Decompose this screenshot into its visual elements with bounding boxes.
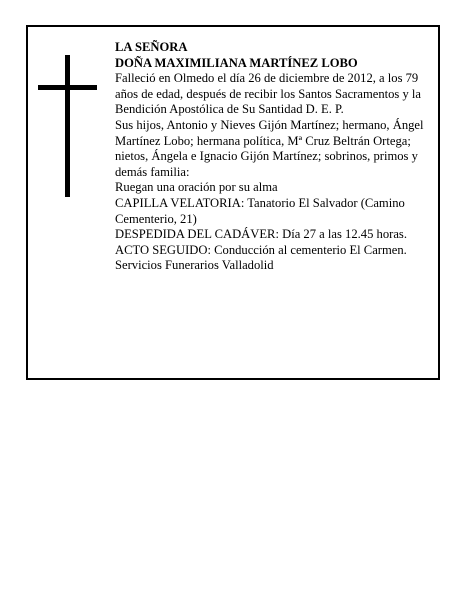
prayer-request: Ruegan una oración por su alma bbox=[115, 180, 278, 195]
cross-icon bbox=[38, 55, 102, 197]
wake-location: CAPILLA VELATORIA: Tanatorio El Salvador (Camino Cementerio, 21) bbox=[115, 195, 405, 226]
farewell-details: DESPEDIDA DEL CADÁVER: Día 27 a las 12.45 horas. ACTO SEGUIDO: Conducción al cementerio El Carmen. bbox=[115, 227, 407, 257]
cross-horizontal-bar bbox=[38, 85, 97, 90]
deceased-name: DOÑA MAXIMILIANA MARTÍNEZ LOBO bbox=[115, 55, 358, 70]
family-list: Sus hijos, Antonio y Nieves Gijón Martínez; hermano, Ángel Martínez Lobo; hermana política, Mª Cruz Beltrán Ortega; nietos, Ángela e Ignacio Gijón Martínez; sobrinos, primos y demás familia: bbox=[115, 117, 424, 179]
notice-text bbox=[115, 40, 433, 274]
notice-header-title: LA SEÑORA bbox=[115, 40, 188, 54]
obituary-notice bbox=[26, 25, 440, 380]
death-announcement: Falleció en Olmedo el día 26 de diciembre de 2012, a los 79 años de edad, después de recibir los Santos Sacramentos y la Bendición Apostólica de Su Santidad D. E. P. bbox=[115, 71, 422, 117]
funeral-services: Servicios Funerarios Valladolid bbox=[115, 258, 274, 273]
cross-vertical-bar bbox=[65, 55, 70, 197]
